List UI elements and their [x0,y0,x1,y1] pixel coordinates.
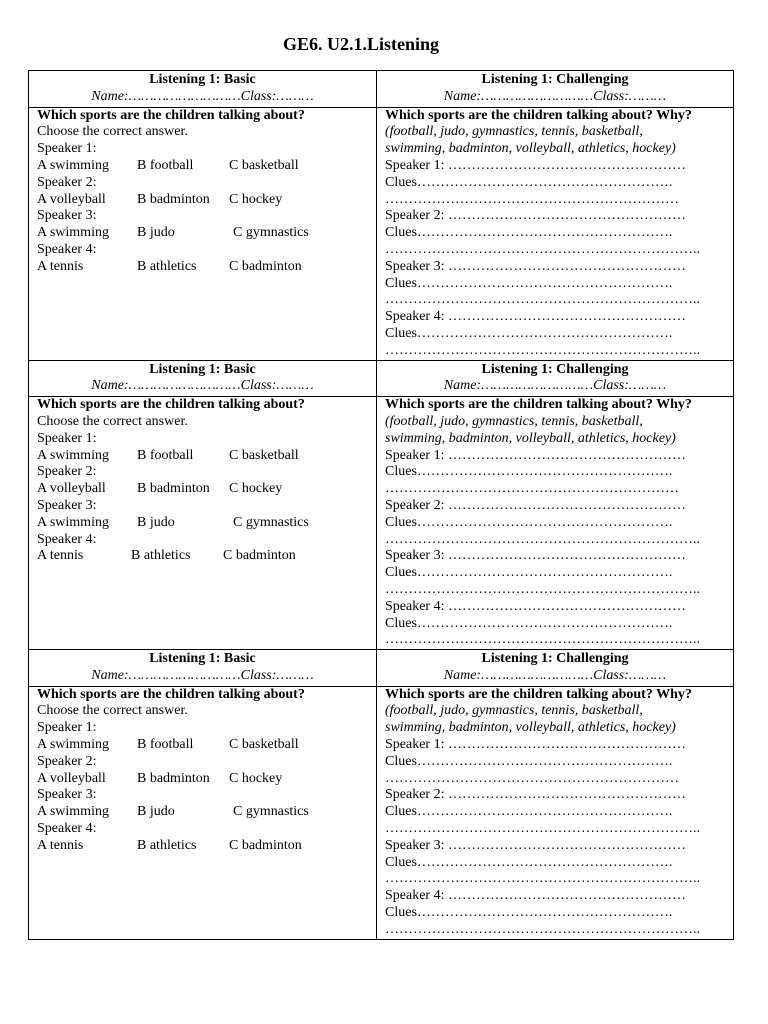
speaker-label: Speaker 4: [37,241,97,257]
worksheet-table [28,70,734,940]
speaker-answer-line: Speaker 3: …………………………………………… [385,837,686,853]
speaker-label: Speaker 1: [37,430,97,446]
clues-continuation-line: ………………………………………………………….. [385,921,700,937]
clues-line: Clues………………………………………………. [385,905,673,921]
clues-continuation-line: ………………………………………………………….. [385,292,700,308]
basic-name-class-line: Name:………………………Class:……… [91,88,314,104]
clues-continuation-line: ………………………………………………………….. [385,581,700,597]
clues-continuation-line: ……………………………………………………… [385,481,679,497]
speaker-answer-line: Speaker 3: …………………………………………… [385,548,686,564]
basic-question: Which sports are the children talking about? [37,397,305,413]
speaker-answer-line: Speaker 4: …………………………………………… [385,309,686,325]
answer-options [37,515,376,532]
speaker-answer-line: Speaker 4: …………………………………………… [385,888,686,904]
speaker-answer-line: Speaker 2: …………………………………………… [385,208,686,224]
option-a: A tennis [37,258,84,274]
block-body-row [29,397,734,650]
speaker-answer-line: Speaker 1: …………………………………………… [385,447,686,463]
option-b: B badminton [137,481,210,497]
challenging-task-cell [377,686,734,939]
basic-header-cell [29,360,377,397]
answer-options [37,737,376,754]
option-c: C badminton [229,258,302,274]
sports-list-line: swimming, badminton, volleyball, athletics, hockey) [385,430,676,446]
clues-continuation-line: ………………………………………………………….. [385,871,700,887]
answer-options [37,804,376,821]
option-a: A tennis [37,548,84,564]
option-b: B athletics [137,258,197,274]
clues-continuation-line: ………………………………………………………….. [385,342,700,358]
option-a: A swimming [37,514,109,530]
speaker-answer-line: Speaker 2: …………………………………………… [385,787,686,803]
clues-line: Clues………………………………………………. [385,464,673,480]
challenging-title: Listening 1: Challenging [481,651,629,667]
clues-continuation-line: ……………………………………………………… [385,770,679,786]
clues-continuation-line: ………………………………………………………….. [385,531,700,547]
basic-task-cell [29,397,377,650]
clues-line: Clues………………………………………………. [385,514,673,530]
answer-options [37,548,376,565]
challenging-title: Listening 1: Challenging [481,361,629,377]
challenging-header-cell [377,360,734,397]
option-c: C badminton [229,837,302,853]
basic-instruction: Choose the correct answer. [37,413,188,429]
basic-instruction: Choose the correct answer. [37,703,188,719]
clues-line: Clues………………………………………………. [385,804,673,820]
sports-list-line: swimming, badminton, volleyball, athletics, hockey) [385,141,676,157]
answer-options [37,259,376,276]
answer-options [37,158,376,175]
basic-title: Listening 1: Basic [149,651,256,667]
option-c: C basketball [229,447,299,463]
option-b: B athletics [131,548,191,564]
basic-task-cell [29,107,377,360]
option-a: A swimming [37,804,109,820]
challenging-header-cell [377,71,734,108]
speaker-label: Speaker 3: [37,208,97,224]
basic-question: Which sports are the children talking about? [37,686,305,702]
option-a: A volleyball [37,481,106,497]
speaker-answer-line: Speaker 1: …………………………………………… [385,157,686,173]
clues-line: Clues………………………………………………. [385,325,673,341]
option-c: C gymnastics [233,804,309,820]
answer-options [37,481,376,498]
basic-task-cell [29,686,377,939]
challenging-task-cell [377,397,734,650]
clues-continuation-line: ………………………………………………………….. [385,241,700,257]
option-c: C badminton [223,548,296,564]
speaker-label: Speaker 2: [37,174,97,190]
challenging-name-class-line: Name:………………………Class:……… [443,667,667,683]
speaker-answer-line: Speaker 2: …………………………………………… [385,497,686,513]
clues-line: Clues………………………………………………. [385,174,673,190]
option-a: A swimming [37,157,109,173]
challenging-title: Listening 1: Challenging [481,72,629,87]
clues-line: Clues………………………………………………. [385,753,673,769]
challenging-question: Which sports are the children talking about? Why? [385,107,692,123]
basic-question: Which sports are the children talking about? [37,107,305,123]
option-c: C hockey [229,481,283,497]
challenging-name-class-line: Name:………………………Class:……… [443,88,667,104]
option-c: C basketball [229,737,299,753]
sports-list-line: (football, judo, gymnastics, tennis, basketball, [385,413,643,429]
sports-list-line: (football, judo, gymnastics, tennis, basketball, [385,703,643,719]
clues-line: Clues………………………………………………. [385,854,673,870]
option-a: A swimming [37,225,109,241]
basic-name-class-line: Name:………………………Class:……… [91,667,314,683]
block-body-row [29,107,734,360]
answer-options [37,838,376,855]
clues-line: Clues………………………………………………. [385,275,673,291]
option-b: B badminton [137,191,210,207]
speaker-answer-line: Speaker 3: …………………………………………… [385,258,686,274]
challenging-question: Which sports are the children talking about? Why? [385,397,692,413]
challenging-name-class-line: Name:………………………Class:……… [443,378,667,394]
speaker-label: Speaker 3: [37,497,97,513]
option-c: C basketball [229,157,299,173]
clues-line: Clues………………………………………………. [385,225,673,241]
option-a: A volleyball [37,770,106,786]
basic-header-cell [29,71,377,108]
page-title: GE6. U2.1.Listening [282,34,440,54]
option-a: A swimming [37,737,109,753]
option-b: B football [137,157,194,173]
option-b: B football [137,447,194,463]
challenging-question: Which sports are the children talking about? Why? [385,686,692,702]
sports-list-line: (football, judo, gymnastics, tennis, basketball, [385,124,643,140]
speaker-label: Speaker 2: [37,464,97,480]
option-c: C hockey [229,770,283,786]
speaker-label: Speaker 2: [37,753,97,769]
block-body-row [29,686,734,939]
option-a: A swimming [37,447,109,463]
challenging-header-cell [377,650,734,687]
basic-name-class-line: Name:………………………Class:……… [91,378,314,394]
speaker-label: Speaker 1: [37,141,97,157]
option-c: C gymnastics [233,514,309,530]
answer-options [37,771,376,788]
option-b: B athletics [137,837,197,853]
option-c: C hockey [229,191,283,207]
challenging-task-cell [377,107,734,360]
option-b: B football [137,737,194,753]
answer-options [37,225,376,242]
block-header-row [29,360,734,397]
clues-line: Clues………………………………………………. [385,615,673,631]
clues-continuation-line: ………………………………………………………….. [385,632,700,648]
speaker-label: Speaker 1: [37,720,97,736]
speaker-answer-line: Speaker 4: …………………………………………… [385,598,686,614]
option-b: B judo [137,804,175,820]
speaker-answer-line: Speaker 1: …………………………………………… [385,737,686,753]
basic-header-cell [29,650,377,687]
option-b: B judo [137,225,175,241]
answer-options [37,192,376,209]
basic-title: Listening 1: Basic [149,72,256,87]
block-header-row [29,650,734,687]
sports-list-line: swimming, badminton, volleyball, athletics, hockey) [385,720,676,736]
speaker-label: Speaker 3: [37,787,97,803]
option-c: C gymnastics [233,225,309,241]
option-a: A volleyball [37,191,106,207]
option-b: B badminton [137,770,210,786]
option-b: B judo [137,514,175,530]
speaker-label: Speaker 4: [37,821,97,837]
option-a: A tennis [37,837,84,853]
block-header-row [29,71,734,108]
basic-title: Listening 1: Basic [149,361,256,377]
clues-line: Clues………………………………………………. [385,565,673,581]
answer-options [37,448,376,465]
clues-continuation-line: ……………………………………………………… [385,191,679,207]
basic-instruction: Choose the correct answer. [37,124,188,140]
speaker-label: Speaker 4: [37,531,97,547]
clues-continuation-line: ………………………………………………………….. [385,821,700,837]
